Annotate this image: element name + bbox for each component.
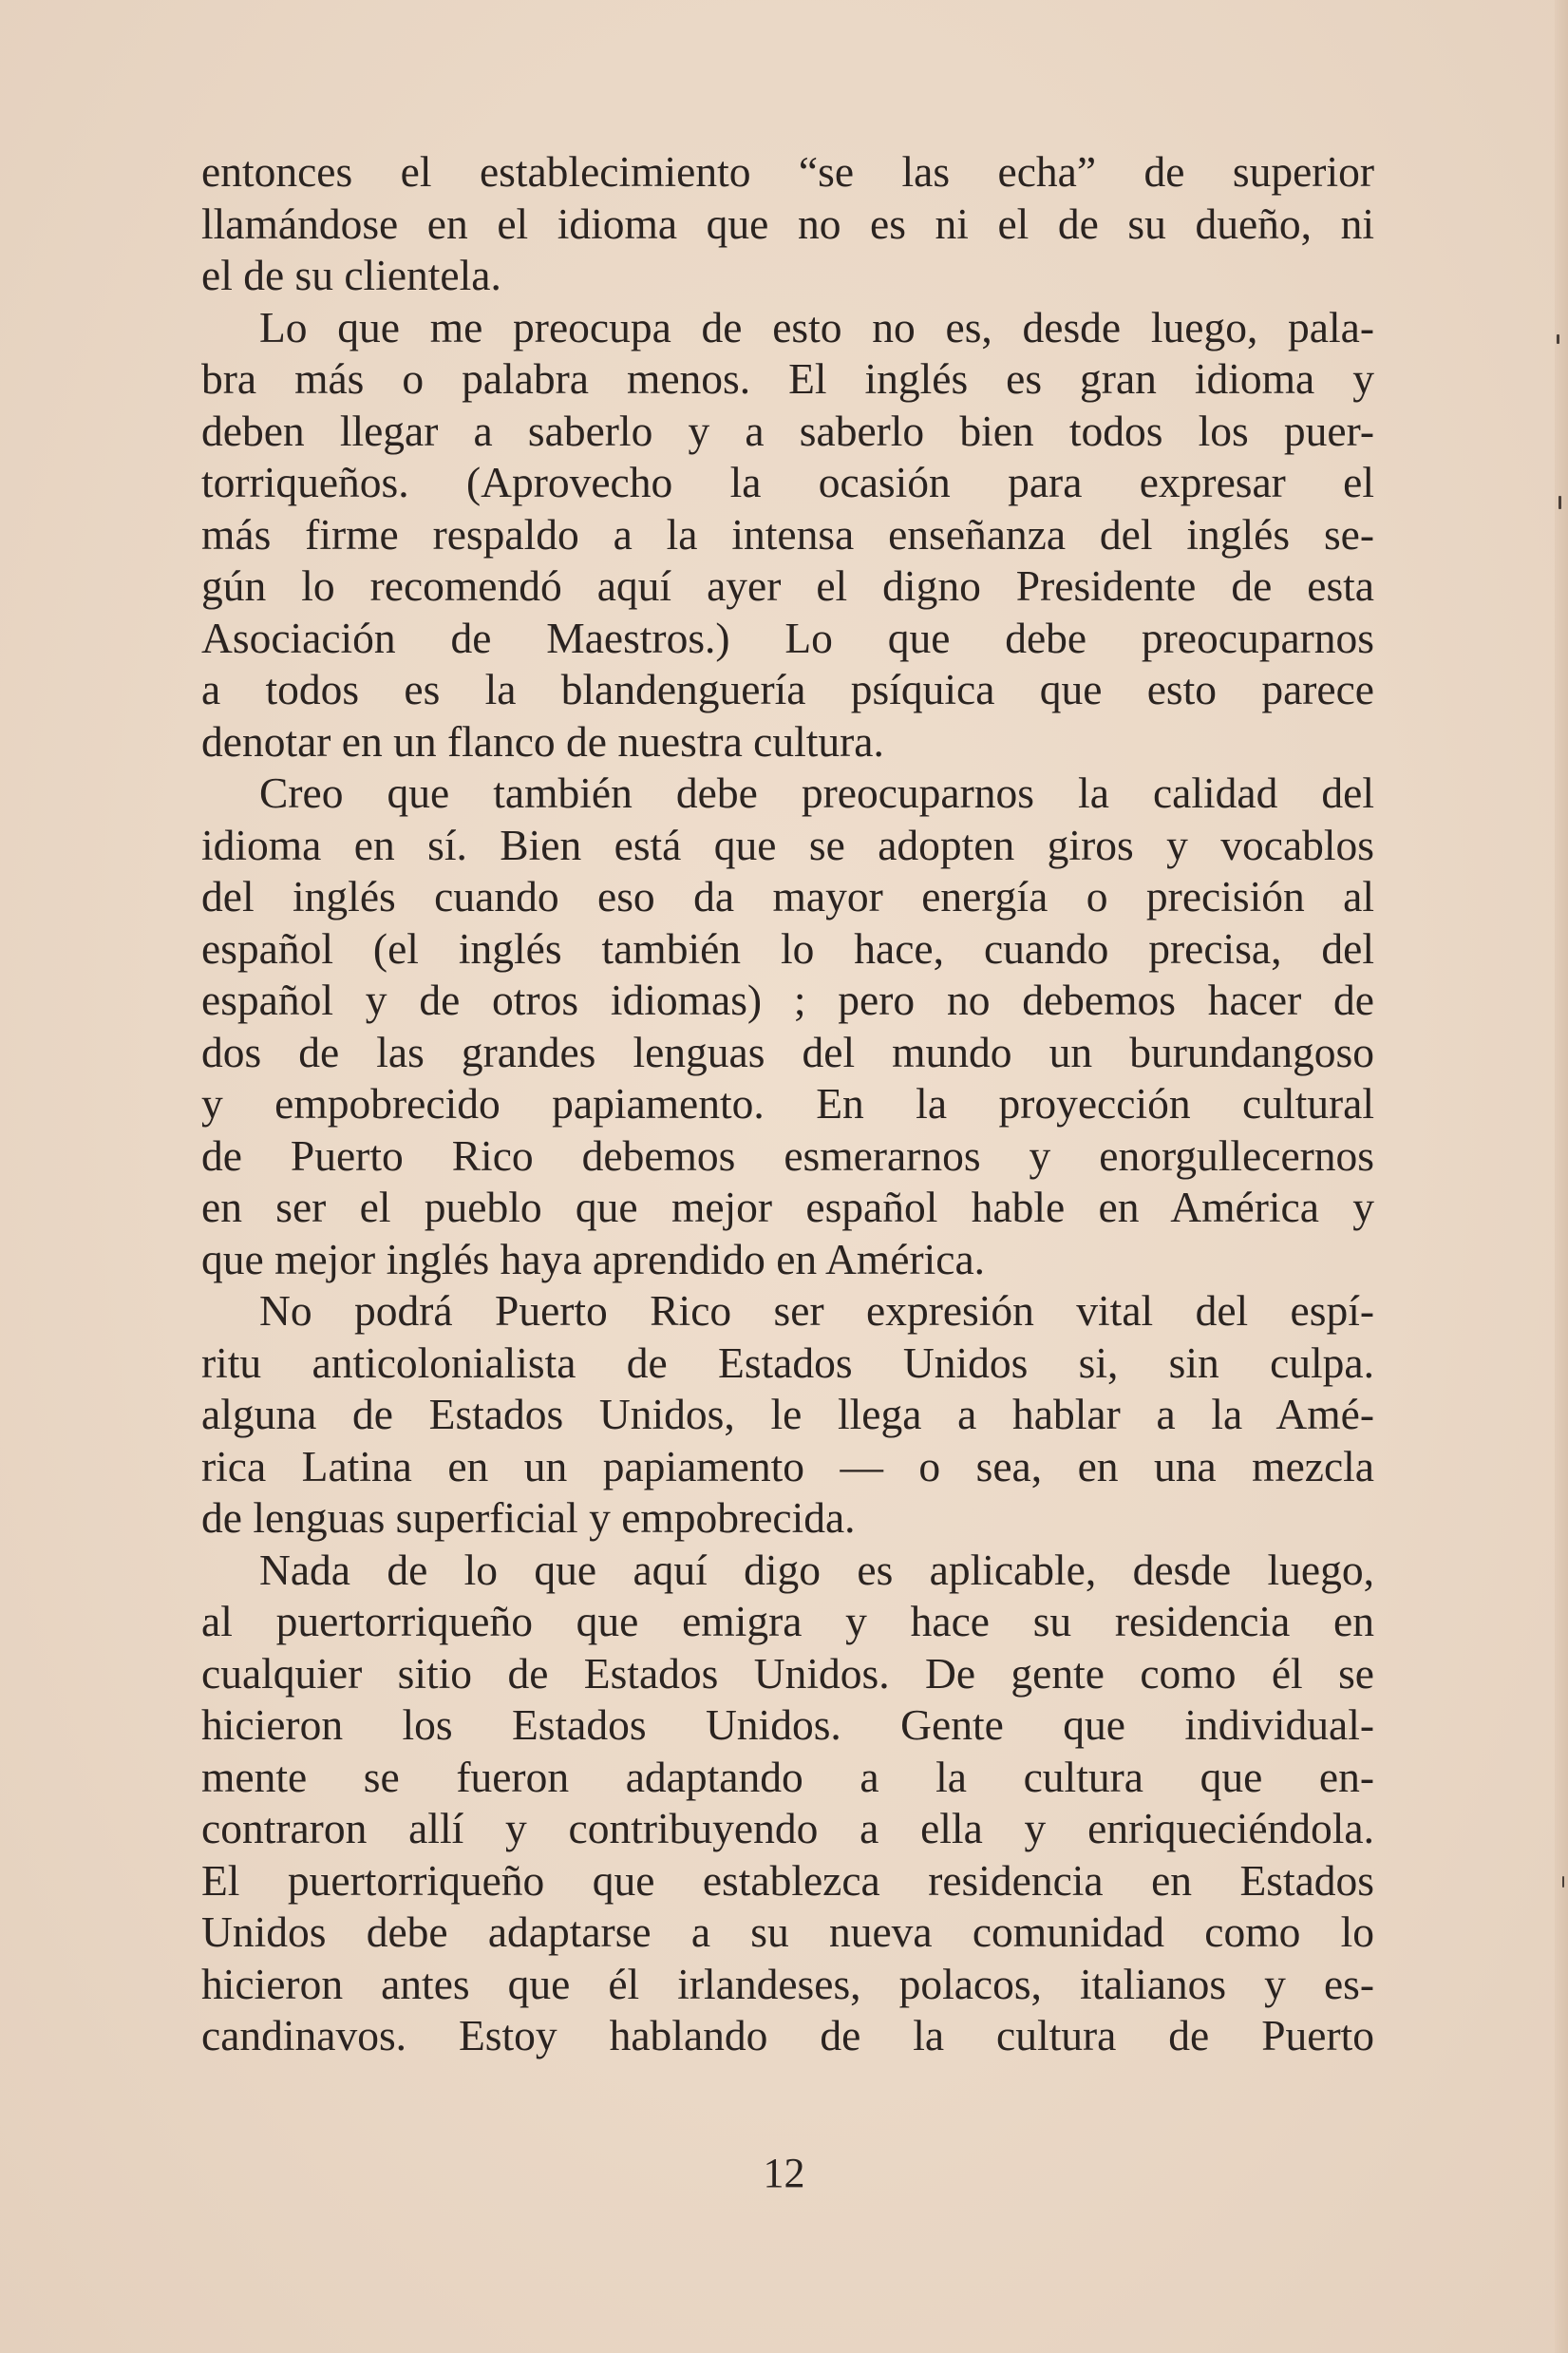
text-line: español y de otros idiomas) ; pero no debemos hacer de <box>201 976 1374 1024</box>
text-line: Nada de lo que aquí digo es aplicable, desde luego, <box>259 1545 1374 1594</box>
text-line: Lo que me preocupa de esto no es, desde luego, pala- <box>259 302 1374 351</box>
text-line: bra más o palabra menos. El inglés es gran idioma y <box>201 354 1374 403</box>
text-line: ritu anticolonialista de Estados Unidos si, sin culpa. <box>201 1338 1374 1387</box>
text-line: alguna de Estados Unidos, le llega a hablar a la Amé- <box>201 1390 1374 1438</box>
margin-speck <box>1562 1876 1564 1888</box>
text-line: hicieron los Estados Unidos. Gente que individual- <box>201 1700 1374 1749</box>
text-line: el de su clientela. <box>201 251 501 299</box>
text-line: al puertorriqueño que emigra y hace su residencia en <box>201 1597 1374 1645</box>
text-line: y empobrecido papiamento. En la proyección cultural <box>201 1079 1374 1128</box>
text-line: torriqueños. (Aprovecho la ocasión para expresar el <box>201 458 1374 506</box>
text-line: No podrá Puerto Rico ser expresión vital del espí- <box>259 1286 1374 1335</box>
text-line: dos de las grandes lenguas del mundo un burundangoso <box>201 1027 1374 1076</box>
page-number: 12 <box>763 2150 805 2196</box>
text-line: hicieron antes que él irlandeses, polacos, italianos y es- <box>201 1959 1374 2008</box>
text-line: llamándose en el idioma que no es ni el de su dueño, ni <box>201 199 1374 248</box>
text-line: a todos es la blandenguería psíquica que esto parece <box>201 665 1374 713</box>
text-line: de Puerto Rico debemos esmerarnos y enorgullecernos <box>201 1130 1374 1180</box>
text-line: en ser el pueblo que mejor español hable en América y <box>201 1183 1374 1231</box>
text-line: rica Latina en un papiamento — o sea, en una mezcla <box>201 1441 1374 1490</box>
text-line: del inglés cuando eso da mayor energía o precisión al <box>201 872 1374 920</box>
margin-speck <box>1559 496 1561 509</box>
text-line: español (el inglés también lo hace, cuando precisa, del <box>201 923 1374 973</box>
body-text <box>201 146 1374 2062</box>
margin-speck <box>1557 334 1559 344</box>
text-line: cualquier sitio de Estados Unidos. De gente como él se <box>201 1648 1374 1698</box>
text-line: más firme respaldo a la intensa enseñanza del inglés se- <box>201 509 1374 559</box>
text-line: entonces el establecimiento “se las echa” de superior <box>201 147 1374 196</box>
text-line: idioma en sí. Bien está que se adopten giros y vocablos <box>201 820 1374 869</box>
text-line: que mejor inglés haya aprendido en América. <box>201 1234 986 1283</box>
page-edge <box>1555 0 1568 2353</box>
text-line: Unidos debe adaptarse a su nueva comunidad como lo <box>201 1907 1374 1956</box>
text-line: mente se fueron adaptando a la cultura que en- <box>201 1752 1374 1801</box>
text-line: de lenguas superficial y empobrecida. <box>201 1493 856 1542</box>
text-line: Creo que también debe preocuparnos la calidad del <box>259 769 1374 817</box>
text-line: Asociación de Maestros.) Lo que debe preocuparnos <box>201 613 1374 662</box>
text-line: El puertorriqueño que establezca residencia en Estados <box>201 1855 1374 1905</box>
text-line: candinavos. Estoy hablando de la cultura de Puerto <box>201 2011 1374 2059</box>
text-line: contraron allí y contribuyendo a ella y enriqueciéndola. <box>201 1804 1374 1852</box>
text-line: denotar en un flanco de nuestra cultura. <box>201 716 884 766</box>
text-line: deben llegar a saberlo y a saberlo bien todos los puer- <box>201 406 1374 455</box>
text-line: gún lo recomendó aquí ayer el digno Presidente de esta <box>201 561 1374 610</box>
